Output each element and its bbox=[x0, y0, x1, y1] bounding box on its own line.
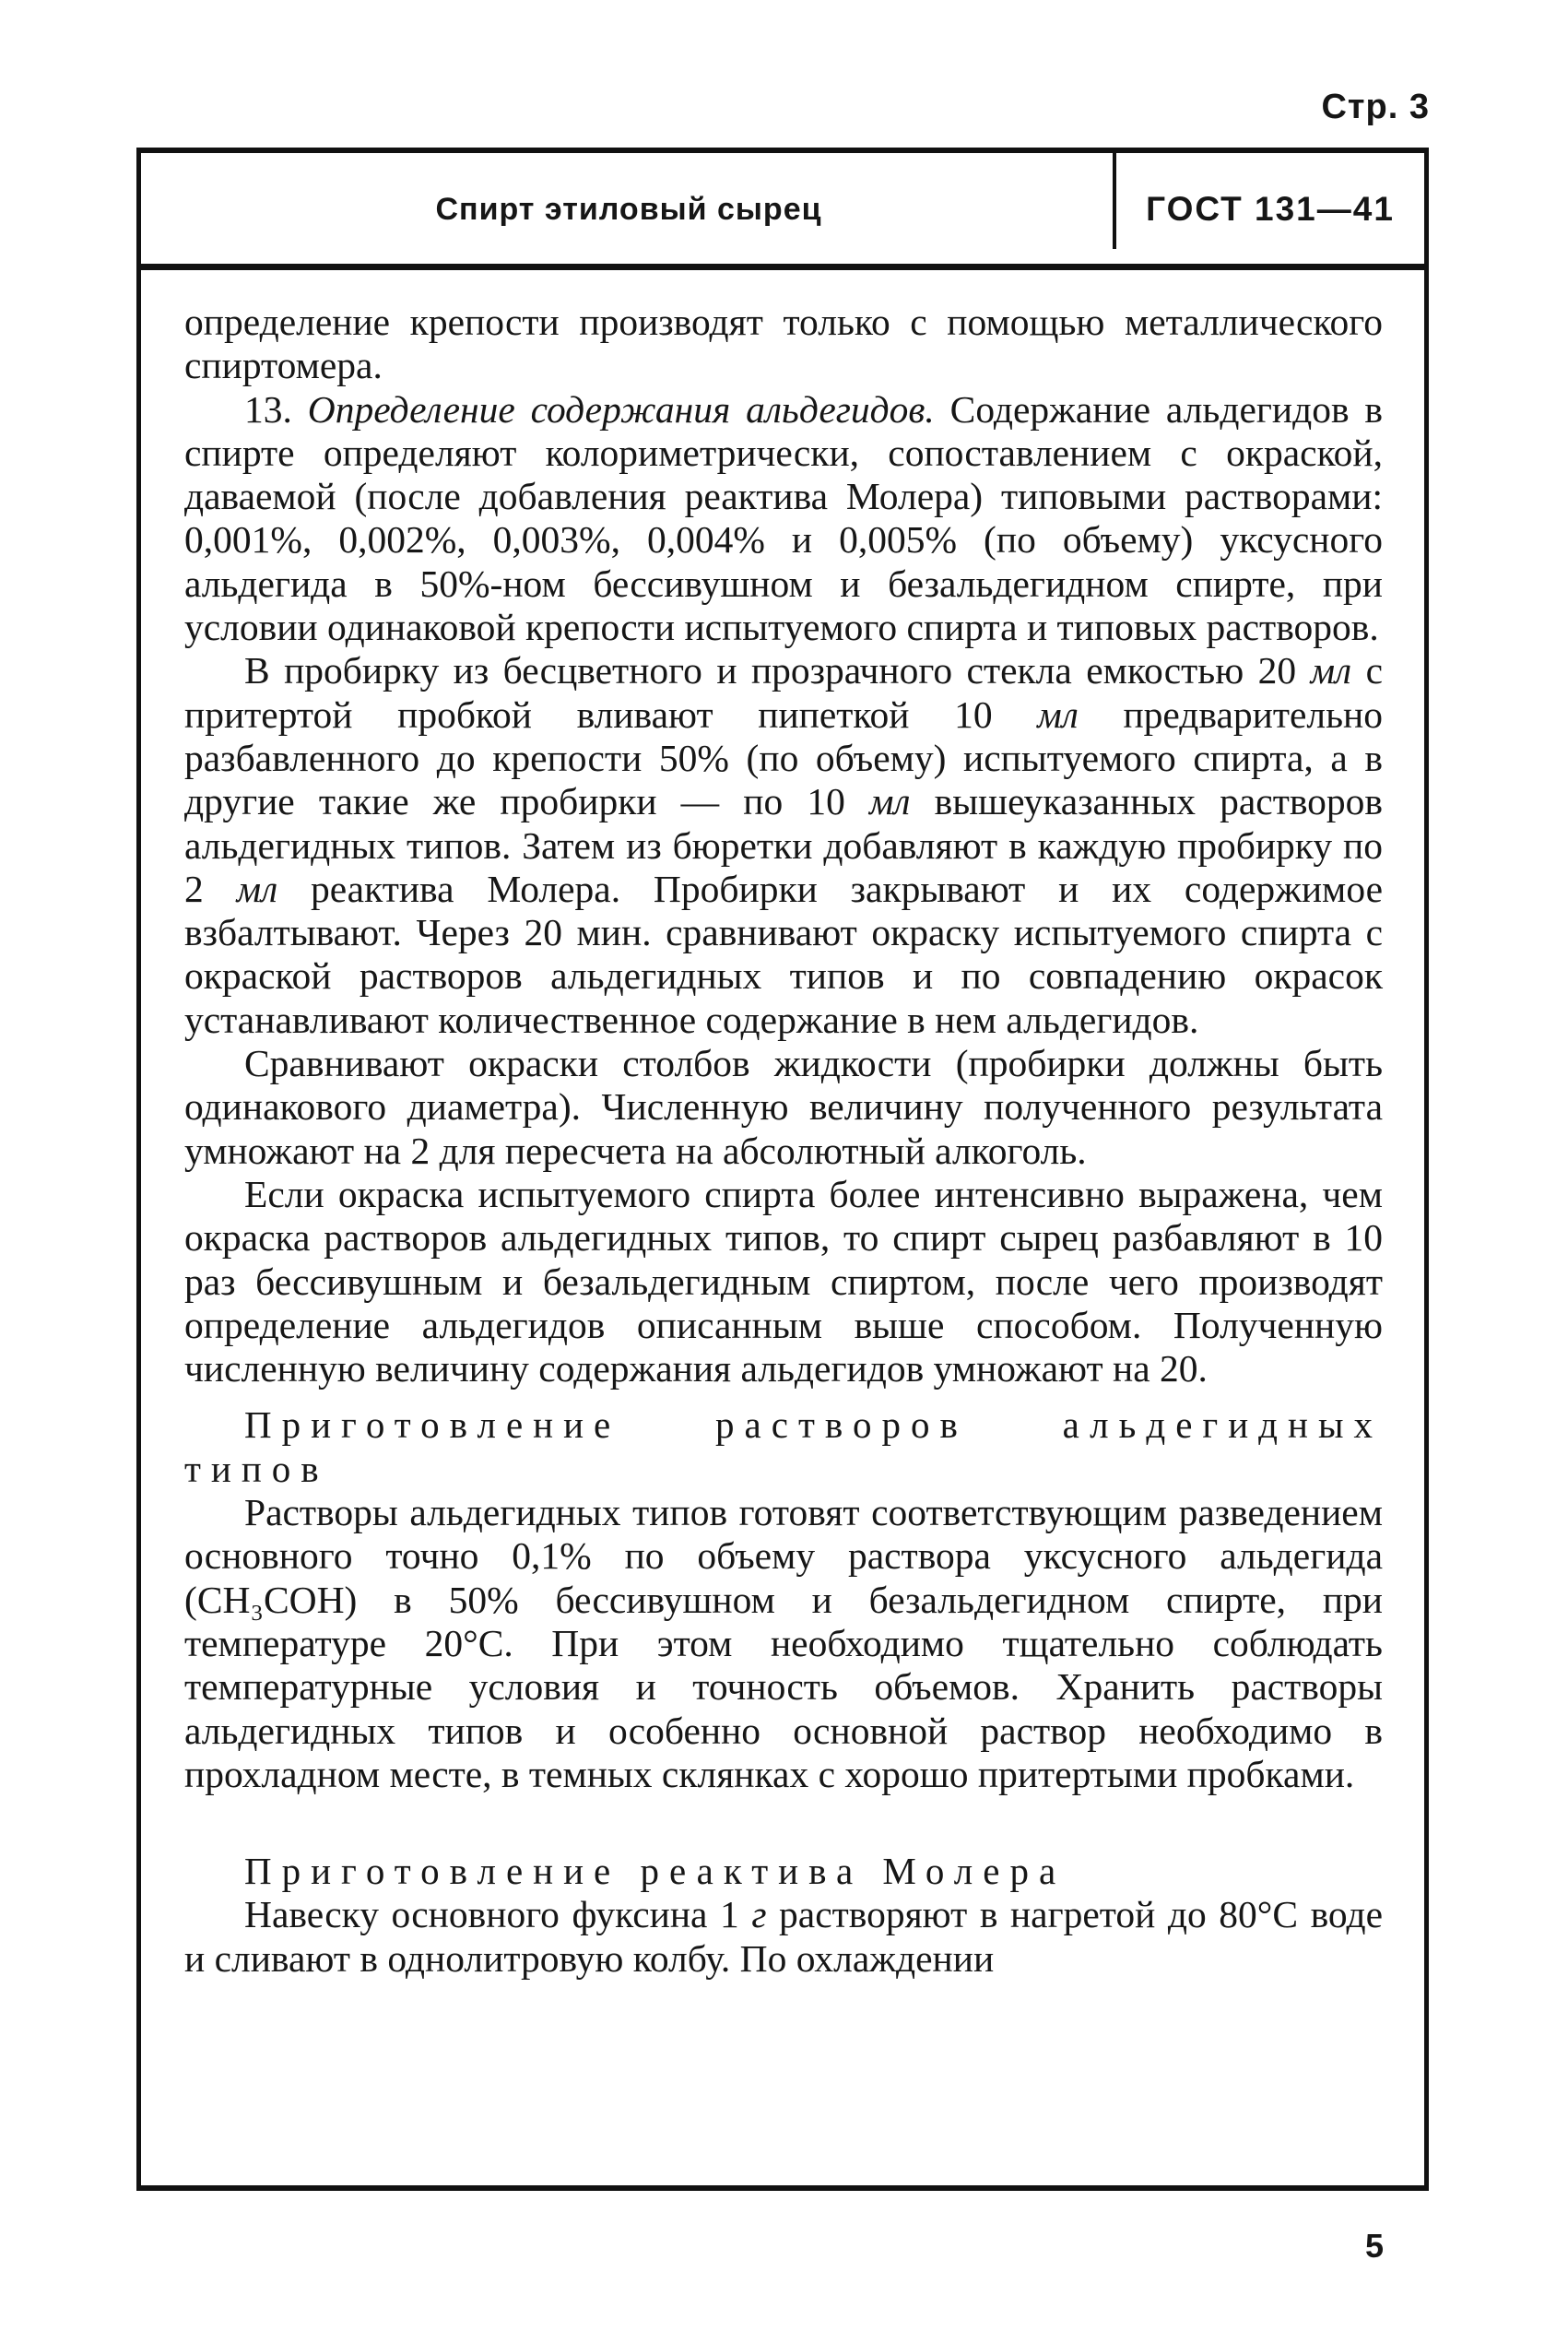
paragraph-7 bbox=[184, 1893, 1383, 1981]
standard-code: ГОСТ 131—41 bbox=[1146, 190, 1395, 228]
document-header bbox=[141, 153, 1424, 266]
paragraph-1: определение крепости производят только с помощью металлического спиртомера. bbox=[184, 301, 1383, 387]
paragraph-3-text-b: с притертой пробкой вливают пипеткой 10 bbox=[184, 649, 1383, 736]
section-title: Определение содержания альдегидов. bbox=[307, 387, 935, 431]
unit-ml: мл bbox=[1310, 649, 1352, 692]
paragraph-3 bbox=[184, 649, 1383, 1042]
footer-rule bbox=[136, 2185, 1429, 2191]
document-body bbox=[184, 301, 1383, 1981]
section-number: 13. bbox=[244, 387, 308, 431]
paragraph-3-text-a: В пробирку из бесцветного и прозрачного стекла емкостью 20 bbox=[244, 649, 1311, 692]
unit-ml: мл bbox=[1037, 692, 1079, 736]
paragraph-5: Если окраска испытуемого спирта более интенсивно выражена, чем окраска растворов альдегидных типов, то спирт сырец разбавляют в 10 раз бессивушным и безальдегидным спиртом, после чего производят определение альдегидов описанным выше способом. Полученную численную величину содержания альдегидов умножают на 20. bbox=[184, 1172, 1383, 1390]
section-heading-aldehyde-types: Приготовление растворов альдегидных типов bbox=[184, 1403, 1383, 1490]
paragraph-4: Сравнивают окраски столбов жидкости (пробирки должны быть одинакового диаметра). Численную величину полученного результата умножают на 2 для пересчета на абсолютный алкоголь. bbox=[184, 1042, 1383, 1172]
paragraph-2-text: Содержание альдегидов в спирте определяют колориметрически, сопоставлением с окраской, даваемой (после добавления реактива Молера) типовыми растворами: 0,001%, 0,002%, 0,003%, 0,004% и 0,005% (по объему) уксусного альдегида в 50%-ном бессивушном и безальдегидном спирте, при условии одинаковой крепости испытуемого спирта и типовых растворов. bbox=[184, 387, 1383, 649]
paragraph-2 bbox=[184, 388, 1383, 650]
paragraph-3-text-c: предварительно разбавленного до крепости 50% (по объему) испытуемого спирта, а в другие такие же пробирки — по 10 bbox=[184, 692, 1383, 823]
header-bottom-rule bbox=[136, 264, 1429, 270]
paragraph-7-text-b: растворяют в нагретой до 80°С воде и сливают в однолитровую колбу. По охлаждении bbox=[184, 1893, 1383, 1980]
paragraph-3-text-e: реактива Молера. Пробирки закрывают и их содержимое взбалтывают. Через 20 мин. сравнивают окраску испытуемого спирта с окраской растворов альдегидных типов и по совпадению окрасок устанавливают количественное содержание в нем альдегидов. bbox=[184, 867, 1383, 1041]
page-number: 5 bbox=[1364, 2227, 1384, 2265]
paragraph-6: Растворы альдегидных типов готовят соответствующим разведением основного точно 0,1% по объему раствора уксусного альдегида (CH₃COH) в 50% бессивушном и безальдегидном спирте, при температуре 20°С. При этом необходимо тщательно соблюдать температурные условия и точность объемов. Хранить растворы альдегидных типов и особенно основной раствор необходимо в прохладном месте, в темных склянках с хорошо притертыми пробками. bbox=[184, 1491, 1383, 1795]
paragraph-7-text-a: Навеску основного фуксина 1 bbox=[244, 1893, 752, 1936]
unit-ml: мл bbox=[868, 780, 911, 823]
page-label-top: Стр. 3 bbox=[1321, 88, 1430, 126]
paragraph-3-text-d: вышеуказанных растворов альдегидных типов. Затем из бюретки добавляют в каждую пробирку по 2 bbox=[184, 780, 1383, 910]
section-heading-moler-reagent: Приготовление реактива Молера bbox=[244, 1850, 1067, 1893]
unit-ml: мл bbox=[236, 867, 278, 910]
unit-g: г bbox=[751, 1893, 767, 1936]
header-title: Спирт этиловый сырец bbox=[435, 191, 822, 227]
